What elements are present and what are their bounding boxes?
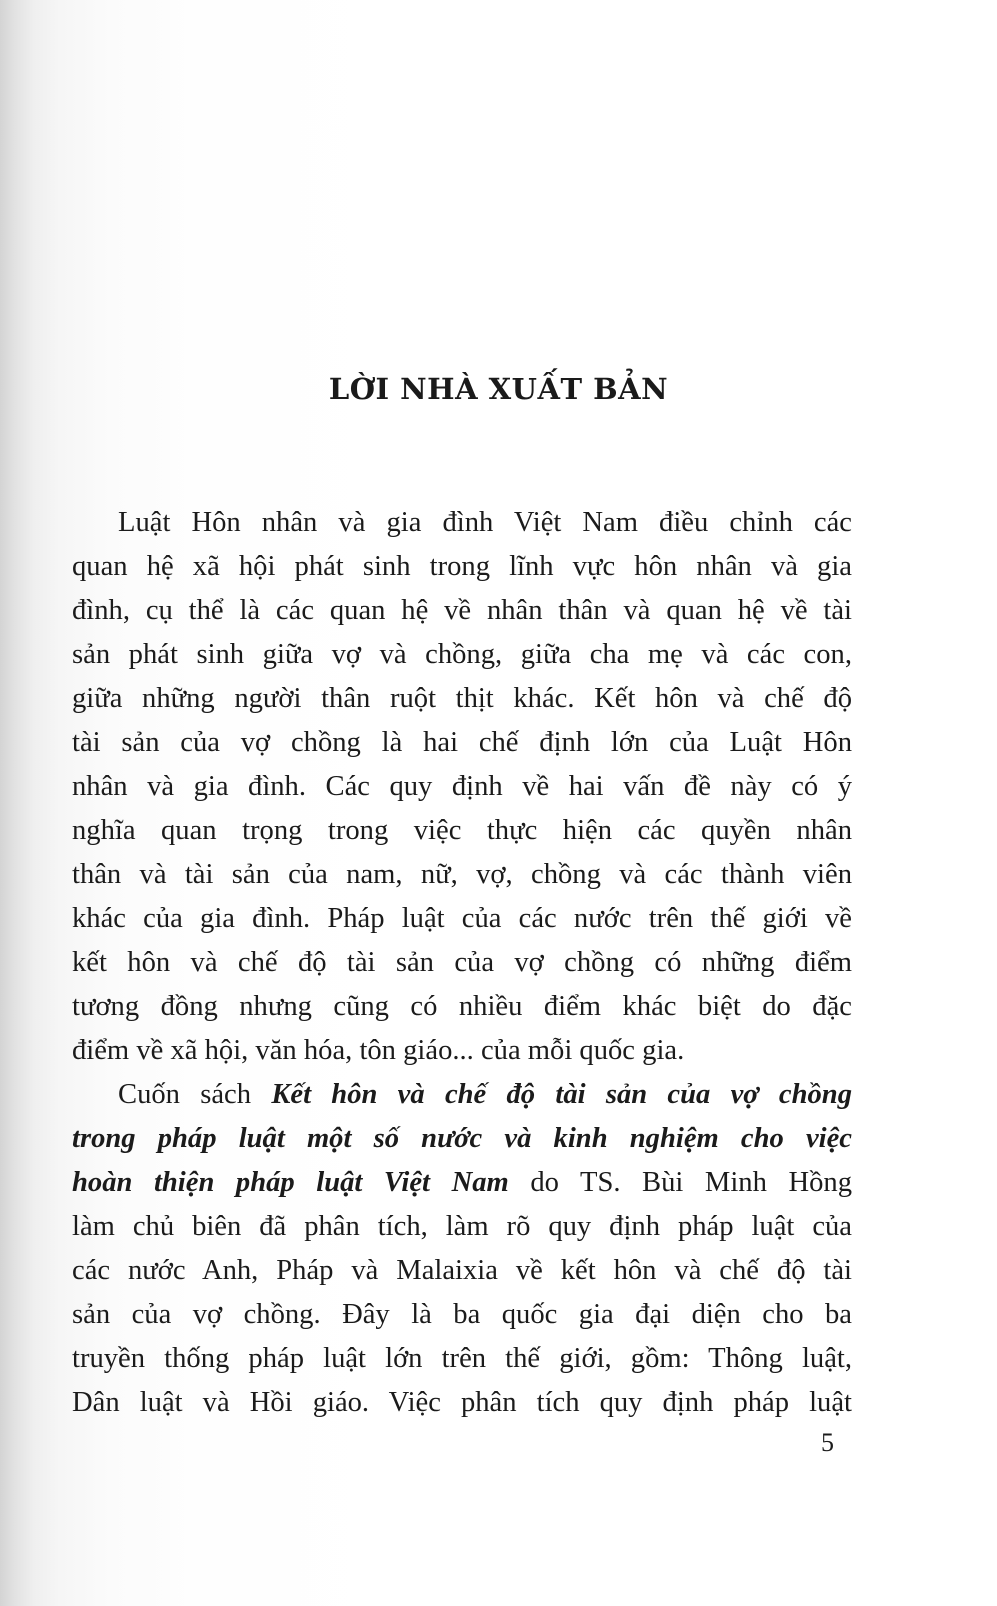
text-fragment: Cuốn sách — [118, 1079, 272, 1110]
text-line: giữa những người thân ruột thịt khác. Kết hôn và chế độ — [72, 683, 852, 714]
body-text — [72, 501, 852, 1425]
text-line: khác của gia đình. Pháp luật của các nước trên thế giới về — [72, 903, 852, 934]
text-line: sản phát sinh giữa vợ và chồng, giữa cha mẹ và các con, — [72, 639, 852, 670]
paragraph-1 — [72, 501, 852, 1073]
text-line — [72, 1161, 852, 1205]
text-line: sản của vợ chồng. Đây là ba quốc gia đại diện cho ba — [72, 1299, 852, 1330]
text-line: nghĩa quan trọng trong việc thực hiện các quyền nhân — [72, 815, 852, 846]
text-line: Luật Hôn nhân và gia đình Việt Nam điều chỉnh các — [118, 507, 852, 538]
text-line — [72, 1117, 852, 1161]
book-title-fragment: trong pháp luật một số nước và kinh nghiệm cho việc — [72, 1123, 852, 1154]
book-title-fragment: hoàn thiện pháp luật Việt Nam — [72, 1167, 509, 1198]
paragraph-2 — [72, 1073, 852, 1425]
text-line: truyền thống pháp luật lớn trên thế giới, gồm: Thông luật, — [72, 1343, 852, 1374]
text-line: tương đồng nhưng cũng có nhiều điểm khác biệt do đặc — [72, 991, 852, 1022]
text-line: nhân và gia đình. Các quy định về hai vấn đề này có ý — [72, 771, 852, 802]
page-title: LỜI NHÀ XUẤT BẢN — [328, 372, 669, 406]
text-line: tài sản của vợ chồng là hai chế định lớn của Luật Hôn — [72, 727, 852, 758]
text-line: đình, cụ thể là các quan hệ về nhân thân và quan hệ về tài — [72, 595, 852, 626]
text-line: Dân luật và Hồi giáo. Việc phân tích quy định pháp luật — [72, 1387, 852, 1418]
text-fragment: do TS. Bùi Minh Hồng — [508, 1167, 853, 1198]
text-line — [72, 1073, 852, 1117]
text-line: quan hệ xã hội phát sinh trong lĩnh vực hôn nhân và gia — [72, 551, 852, 582]
text-line: thân và tài sản của nam, nữ, vợ, chồng và các thành viên — [72, 859, 852, 890]
book-title-fragment: Kết hôn và chế độ tài sản của vợ chồng — [271, 1079, 852, 1110]
text-line: kết hôn và chế độ tài sản của vợ chồng có những điểm — [72, 947, 852, 978]
text-line: điểm về xã hội, văn hóa, tôn giáo... của mỗi quốc gia. — [72, 1035, 685, 1066]
text-line: các nước Anh, Pháp và Malaixia về kết hôn và chế độ tài — [72, 1255, 852, 1286]
text-line: làm chủ biên đã phân tích, làm rõ quy định pháp luật của — [72, 1211, 852, 1242]
page-number: 5 — [821, 1428, 834, 1457]
